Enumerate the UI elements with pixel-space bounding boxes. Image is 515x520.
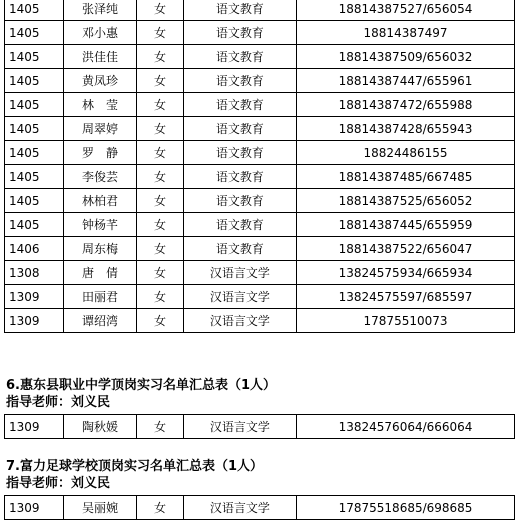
sex-cell: 女 <box>137 309 184 333</box>
table-row <box>5 69 515 93</box>
class-cell: 1309 <box>5 285 64 309</box>
sex-cell: 女 <box>137 237 184 261</box>
major-cell: 语文教育 <box>183 21 296 45</box>
sex-cell: 女 <box>137 141 184 165</box>
sex-cell: 女 <box>137 93 184 117</box>
table-row <box>5 237 515 261</box>
sex-cell: 女 <box>137 117 184 141</box>
sex-cell: 女 <box>137 285 184 309</box>
major-cell: 汉语言文学 <box>183 415 296 439</box>
major-cell: 语文教育 <box>183 189 296 213</box>
table-row <box>5 21 515 45</box>
major-cell: 语文教育 <box>183 165 296 189</box>
sex-cell: 女 <box>137 165 184 189</box>
table-row <box>5 415 515 439</box>
phone-cell: 18814387497 <box>297 21 515 45</box>
phone-cell: 13824576064/666064 <box>297 415 515 439</box>
major-cell: 语文教育 <box>183 0 296 21</box>
sex-cell: 女 <box>137 261 184 285</box>
sex-cell: 女 <box>137 69 184 93</box>
name-cell: 林柏君 <box>63 189 137 213</box>
major-cell: 汉语言文学 <box>183 261 296 285</box>
class-cell: 1308 <box>5 261 64 285</box>
sex-cell: 女 <box>137 496 184 520</box>
class-cell: 1309 <box>5 415 64 439</box>
table-row <box>5 165 515 189</box>
table-row <box>5 0 515 21</box>
student-table-section-6 <box>4 414 515 439</box>
major-cell: 汉语言文学 <box>183 309 296 333</box>
name-cell: 李俊芸 <box>63 165 137 189</box>
table-row <box>5 285 515 309</box>
major-cell: 语文教育 <box>183 141 296 165</box>
class-cell: 1405 <box>5 141 64 165</box>
table-row <box>5 213 515 237</box>
table-row <box>5 496 515 520</box>
class-cell: 1405 <box>5 93 64 117</box>
phone-cell: 18814387472/655988 <box>297 93 515 117</box>
name-cell: 罗 静 <box>63 141 137 165</box>
class-cell: 1405 <box>5 165 64 189</box>
class-cell: 1405 <box>5 21 64 45</box>
table-row <box>5 93 515 117</box>
phone-cell: 17875518685/698685 <box>297 496 515 520</box>
sex-cell: 女 <box>137 45 184 69</box>
major-cell: 汉语言文学 <box>183 285 296 309</box>
name-cell: 林 莹 <box>63 93 137 117</box>
phone-cell: 13824575597/685597 <box>297 285 515 309</box>
section-6-header <box>6 377 276 411</box>
class-cell: 1405 <box>5 0 64 21</box>
class-cell: 1405 <box>5 117 64 141</box>
sex-cell: 女 <box>137 213 184 237</box>
table-row <box>5 261 515 285</box>
major-cell: 语文教育 <box>183 213 296 237</box>
table-row <box>5 141 515 165</box>
phone-cell: 13824575934/665934 <box>297 261 515 285</box>
phone-cell: 18814387485/667485 <box>297 165 515 189</box>
phone-cell: 18814387447/655961 <box>297 69 515 93</box>
major-cell: 语文教育 <box>183 117 296 141</box>
section-7-header <box>6 458 263 492</box>
major-cell: 语文教育 <box>183 237 296 261</box>
phone-cell: 18814387445/655959 <box>297 213 515 237</box>
major-cell: 语文教育 <box>183 45 296 69</box>
name-cell: 吴丽婉 <box>63 496 137 520</box>
class-cell: 1405 <box>5 189 64 213</box>
name-cell: 周翠婷 <box>63 117 137 141</box>
class-cell: 1405 <box>5 69 64 93</box>
sex-cell: 女 <box>137 189 184 213</box>
sex-cell: 女 <box>137 415 184 439</box>
major-cell: 语文教育 <box>183 69 296 93</box>
name-cell: 洪佳佳 <box>63 45 137 69</box>
name-cell: 邓小惠 <box>63 21 137 45</box>
student-table-main <box>4 0 515 333</box>
class-cell: 1405 <box>5 213 64 237</box>
section-6-teacher: 指导老师：刘义民 <box>6 395 111 410</box>
major-cell: 语文教育 <box>183 93 296 117</box>
name-cell: 周东梅 <box>63 237 137 261</box>
class-cell: 1405 <box>5 45 64 69</box>
class-cell: 1309 <box>5 309 64 333</box>
section-6-title: 6.惠东县职业中学顶岗实习名单汇总表（1人） <box>6 378 277 393</box>
name-cell: 钟杨芊 <box>63 213 137 237</box>
sex-cell: 女 <box>137 0 184 21</box>
table-row <box>5 189 515 213</box>
table-row <box>5 117 515 141</box>
phone-cell: 18824486155 <box>297 141 515 165</box>
name-cell: 谭绍湾 <box>63 309 137 333</box>
phone-cell: 17875510073 <box>297 309 515 333</box>
class-cell: 1406 <box>5 237 64 261</box>
student-table-section-7 <box>4 495 515 520</box>
table-row <box>5 45 515 69</box>
table-row <box>5 309 515 333</box>
name-cell: 黄凤珍 <box>63 69 137 93</box>
section-7-teacher: 指导老师：刘义民 <box>6 476 111 491</box>
major-cell: 汉语言文学 <box>183 496 296 520</box>
phone-cell: 18814387527/656054 <box>297 0 515 21</box>
name-cell: 张泽纯 <box>63 0 137 21</box>
sex-cell: 女 <box>137 21 184 45</box>
class-cell: 1309 <box>5 496 64 520</box>
name-cell: 唐 倩 <box>63 261 137 285</box>
phone-cell: 18814387525/656052 <box>297 189 515 213</box>
phone-cell: 18814387522/656047 <box>297 237 515 261</box>
phone-cell: 18814387428/655943 <box>297 117 515 141</box>
name-cell: 陶秋媛 <box>63 415 137 439</box>
name-cell: 田丽君 <box>63 285 137 309</box>
phone-cell: 18814387509/656032 <box>297 45 515 69</box>
section-7-title: 7.富力足球学校顶岗实习名单汇总表（1人） <box>6 459 264 474</box>
